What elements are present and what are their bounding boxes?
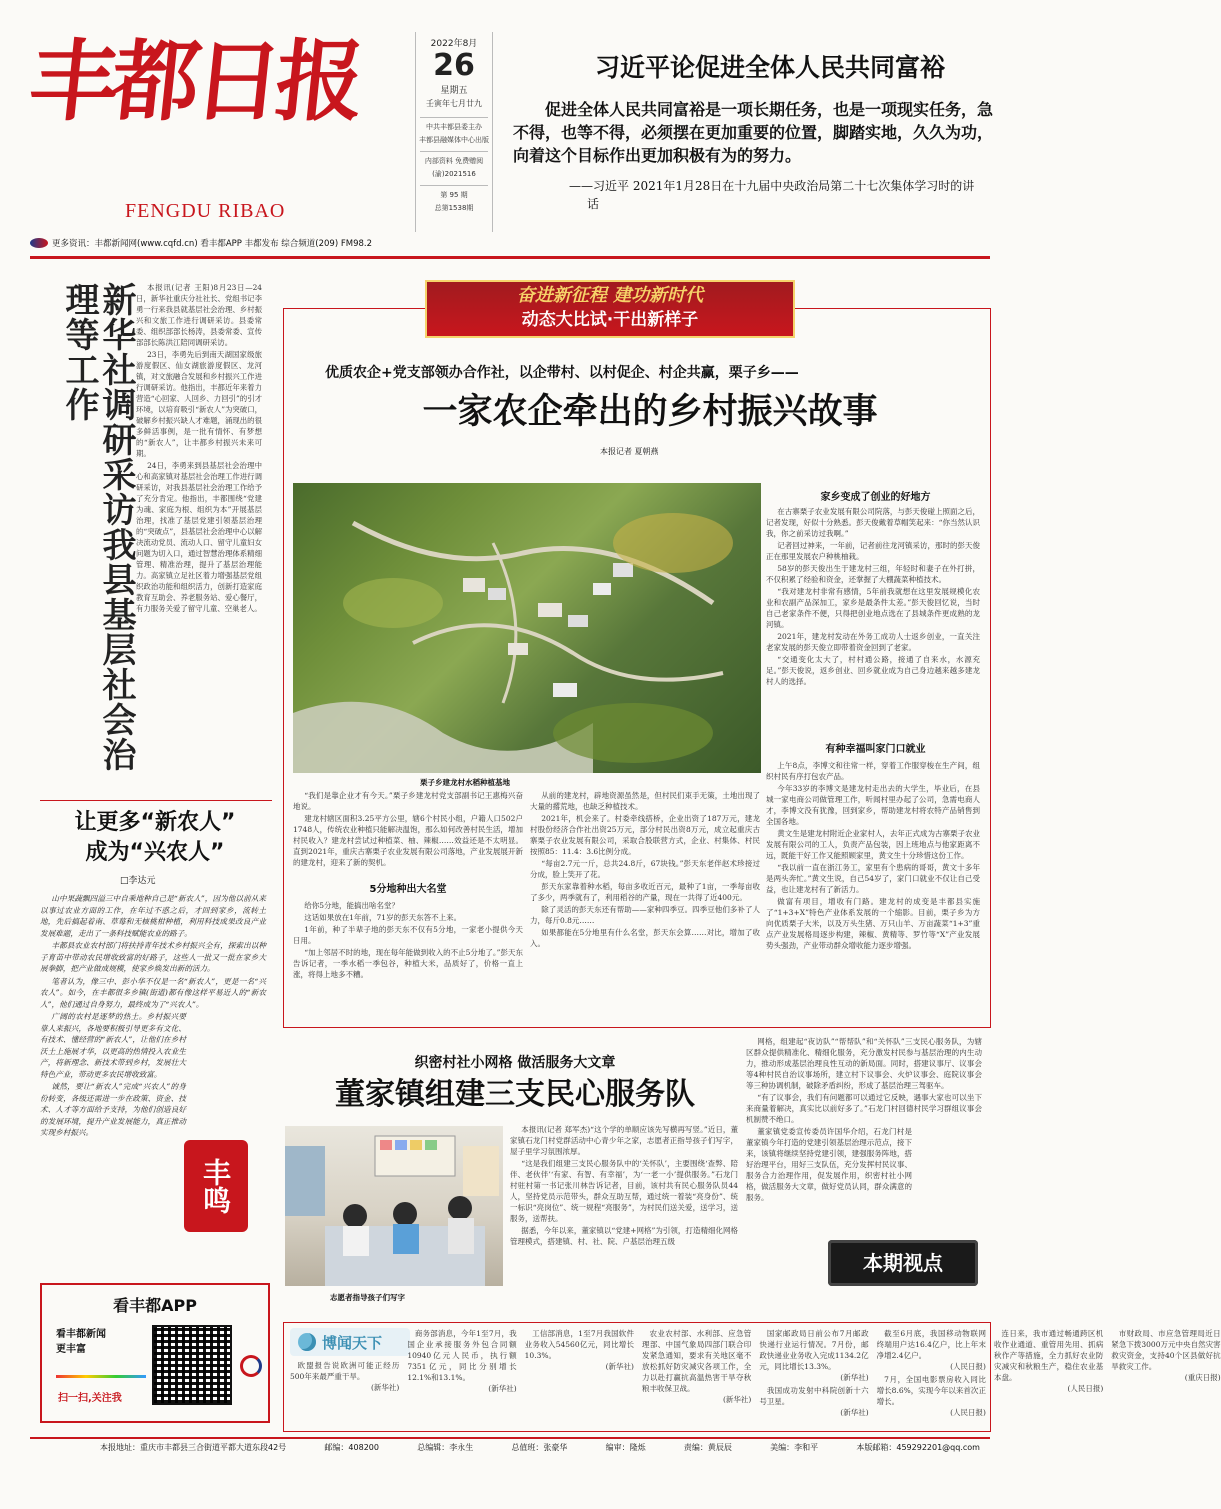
feature-paragraph: 58岁的彭天俊出生于建龙村三组，年轻时和妻子在外打拼，不仅积累了经验和资金，还掌握了大棚蔬菜种植技术。 (766, 564, 980, 584)
feature-paragraph: 2021年，机会来了。村委牵线搭桥，企业出资了187万元，建龙村股份经济合作社出资25万元，部分村民出资8万元，成立起重庆古寨栗子农业发展有限公司，采取合股联营方式，企业、村集体、村民按照85：11.4：3.6比例分成。 (530, 814, 760, 856)
second-col-1 (510, 1124, 738, 1314)
brief-item (759, 1385, 868, 1418)
app-gradient-bar (56, 1375, 146, 1378)
info-bar (30, 234, 420, 252)
quote-body: 促进全体人民共同富裕是一项长期任务，也是一项现实任务，急不得，也等不得，必须摆在更加重要的位置，脚踏实地，久久为功，向着这个目标作出更加积极有为的努力。 (513, 100, 994, 165)
publisher-line1: 中共丰都县委主办 (426, 123, 482, 131)
second-paragraph: “有了议事会，我们有问题都可以通过它反映，遇事大家也可以坐下来商量着解决，真实比以前好多了。”石龙门村回德村民学习群组议事会机制赞不绝口。 (746, 1093, 982, 1124)
feature-kicker: 优质农企+党支部领办合作社，以企带村、以村促企、村企共赢，栗子乡—— (325, 365, 799, 381)
feature-banner-line1: 奋进新征程 建功新时代 (516, 285, 704, 306)
brief-item (877, 1374, 986, 1418)
brief-item-text: 欧盟报告说欧洲可能正经历500年来最严重干旱。 (290, 1361, 400, 1381)
brief-title-spacer (290, 1328, 399, 1360)
second-photo-caption: 志愿者指导孩子们写字 (330, 1293, 405, 1302)
footer-editor: 编审：隆烁 (605, 1443, 646, 1452)
app-logo-icon (240, 1355, 262, 1377)
commentary-paragraph: 丰都县农业农村部门将扶持青年技术乡村振兴全有，探索出以种子育苗中带动农民增收致富的好路子，这些人一批又一批在家乡大展拳脚，把产业做成规模，使家乡焕发出新的活力。 (40, 941, 266, 973)
footer-email: 本版邮箱：459292201@qq.com (856, 1443, 980, 1452)
feature-subheading-3: 5分地种出大名堂 (369, 884, 447, 895)
feature-paragraph: 如果都能在5分地里有什么名堂，彭天东会算……对比，增加了收入。 (530, 928, 760, 948)
brief-item (1111, 1328, 1220, 1383)
brief-item (994, 1328, 1103, 1394)
left-divider (40, 800, 272, 801)
commentary-title-line1: 让更多“新农人” (74, 810, 236, 835)
feature-paragraph: 给你5分地，能搞出啥名堂？ (304, 901, 400, 910)
brief-item-text: 市财政局、市应急管理局近日紧急下拨3000万元中央自然灾害救灾资金，支持40个区县做好抗旱救灾工作。 (1111, 1329, 1221, 1371)
feature-paragraph: “加上邻居不时的地，现在每年能做到收入的不止5分地了。”彭天东告诉记者，一季水稻一季包谷，种植大米，品质好了，价格一直上涨，将得上地多不糟。 (293, 948, 523, 979)
brief-item-text: 连日来，我市通过畅通跨区机收作业通道、重管用先用、抓病秋作产等措施，全力抓好农业防灾减灾和秋粮生产，稳住农业基本盘。 (993, 1329, 1104, 1382)
cqfd-logo-icon (30, 238, 48, 248)
total-issue-number: 总第1538期 (434, 204, 474, 212)
feature-photo-caption: 栗子乡建龙村水稻种植基地 (420, 778, 510, 787)
commentary-title-line2: 成为“兴农人” (85, 840, 225, 865)
feature-paragraph: 做富有项目，增收有门路。建龙村的成变是丰都县实施了“1+3+X”特色产业体系发展的一个缩影。目前，栗子乡为方向优质栗子大米，以及万头生猪、万只山羊、万亩蔬菜“1+3”重点产业发展格局逐步构建，辣椒、黄精等、罗竹等“X”产业发展势头强劲，产业带动群众增收能力逐步增强。 (766, 897, 980, 950)
feature-mid-col-3 (530, 790, 760, 1020)
brief-item (525, 1328, 634, 1372)
second-paragraph: 本报讯(记者 郑军杰)“这个学的单顺应该先写横再写竖。”近日，董家镇石龙门村党群活动中心青少年之家，志愿者正指导孩子们写字，屋子里学习氛围浓厚。 (510, 1125, 738, 1156)
registration-code: (渝)2021516 (432, 170, 476, 178)
feature-paragraph: “我对建龙村非常有感情，5年前我就想在这里发展规模化农业和农副产品深加工，家乡是最条件太差。”彭天俊回忆说，当时自己老家条件不便，只得把创业地点选在了县城条件更成熟的龙河镇。 (766, 587, 980, 629)
masthead-divider (30, 256, 990, 259)
feature-right-col-1 (766, 506, 980, 732)
footer-chief: 总编辑：李永生 (417, 1443, 474, 1452)
feature-paragraph: “我以前一直在浙江务工，家里有个患病的哥哥，黄文十多年是两头奔忙。”黄文生说，自己54岁了，家门口就业不仅让自己受益，也让建龙村有了新活力。 (766, 863, 980, 894)
feature-paragraph: “每亩2.7元一斤，总共24.8斤，67块钱。”彭天东老伴赵术珍接过分成，脸上笑开了花。 (530, 859, 760, 879)
footer-zip: 邮编：408200 (324, 1443, 379, 1452)
brief-item-text: 国家邮政局日前公布7月邮政快递行业运行情况。7月份，邮政快递业业务收入完成1134.2亿元，同比增长13.3%。 (759, 1329, 869, 1371)
date-panel (415, 32, 493, 232)
commentary-paragraph: 山中果蔬飘四溢三中自乘地种自己是“新农人”，因为他以前从来以事过农业方面的工作，在年过不惑之后，才回到家乡，流转土地，先后搞起着南、草莓和无核桃柑种植，利用科技成果改良产业发展难题，走出了一条科技赋能农业的路子。 (40, 894, 266, 938)
date-weekday: 星期五 (440, 86, 468, 96)
second-paragraph: 董家镇党委宣传委员许国华介绍，石龙门村是董家镇今年打造的党建引领基层治理示范点，接下来，该镇将继续坚持党建引领，建强服务阵地，搭好治理平台，用好三支队伍，充分发挥村民议事、服务合力治理作用，促发展作用，织密村社小网格，做活服务大文章，做好党员认同，群众满意的服务。 (746, 1127, 912, 1202)
second-headline: 董家镇组建三支民心服务队 (335, 1077, 695, 1112)
commentary-author: □李达元 (120, 876, 156, 886)
left-story-paragraph: 本报讯(记者 王阳)8月23日—24日，新华社重庆分社社长、党组书记李勇一行来我县就基层社会治理、乡村振兴和文旅工作进行调研采访。县委常委、组织部部长杨涛，县委常委、宣传部部长陈洪江陪同调研采访。 (136, 283, 262, 347)
feature-banner (425, 280, 795, 338)
classroom-image (285, 1126, 503, 1286)
feature-paragraph: “我们是靠企业才有今天。”栗子乡建龙村党支部副书记王惠梅兴奋地说。 (293, 791, 523, 811)
brief-item (290, 1360, 399, 1393)
internal-label: 内部资料 免费赠阅 (424, 157, 484, 165)
app-box (40, 1283, 270, 1423)
feature-subheading-2: 有种幸福叫家门口就业 (825, 744, 926, 755)
viewpoint-badge (828, 1240, 978, 1286)
feature-photo (293, 483, 761, 773)
quote-headline: 习近平论促进全体人民共同富裕 (594, 53, 945, 82)
commentary-paragraph: 笔者认为，像三中、彭小华不仅是一名“新农人”，更是一名“兴农人”。如今，在丰都很多乡镇(街道)都有像这样平易近人的“新农人”，他们通过自身努力，最终成为了“兴农人”。 (40, 976, 266, 1009)
brief-item-source: (重庆日报) (1184, 1373, 1221, 1382)
newspaper-pinyin: FENGDU RIBAO (125, 200, 286, 222)
feature-paragraph: 今年33岁的李博文是建龙村走出去的大学生，毕业后，在县城一家电商公司做管理工作，听闻村里办起了公司，急需电商人才，李博文没有犹豫，回到家乡，帮助建龙村将农特产品销售到全国各地。 (766, 784, 980, 826)
feature-paragraph: 2021年，建龙村发动在外务工成功人士返乡创业，一直关注老家发展的彭天俊立即带着资金回到了老家。 (766, 632, 980, 652)
feature-paragraph: 记者回过神来，一年前，记者前往龙河镇采访，那时的彭天俊正在那里发展农户种桃柚栽。 (766, 541, 980, 561)
brief-item-text: 工信部消息，1至7月我国软件业务收入54560亿元，同比增长10.3%。 (524, 1329, 634, 1360)
app-box-title: 看丰都APP (113, 1296, 197, 1315)
second-photo (285, 1126, 503, 1286)
feature-headline: 一家农企牵出的乡村振兴故事 (422, 392, 878, 432)
feature-paragraph: 在古寨栗子农业发展有限公司院落，与彭天俊碰上照面之后，记者发现，好似十分熟悉。彭天俊戴着草帽笑起来：“你当然认识我，你之前采访过我啊。” (766, 507, 980, 538)
footer-designer: 美编：李和平 (770, 1443, 819, 1452)
brief-item-source: (新华社) (722, 1395, 752, 1404)
issue-number: 第 95 期 (440, 191, 468, 199)
village-aerial-image (293, 483, 761, 773)
brief-list (290, 1328, 1221, 1428)
brief-item-text: 农业农村部、水利部、应急管理部、中国气象局四部门联合印发紧急通知，要求有关地区毫不放松抓好防灾减灾各项工作，全力以赴打赢抗高温热害干旱夺秋粮丰收保卫战。 (641, 1329, 752, 1393)
date-day: 26 (433, 48, 475, 83)
left-story-title: 新华社调研采访我县基层社会治理等工作 (59, 282, 136, 772)
second-paragraph: 网格，组建起“夜访队”“帮帮队”和“关怀队”三支民心服务队，为辖区群众提供精准化、精细化服务，充分激发村民参与基层治理的内生动力，推动形成基层治理良性互动的新局面。同时，搭建议事厅、议事会等4种村民自治议事场所，建立村下议事会、火炉议事会、庭院议事会等三种协调机制，破除矛盾纠纷，形成了基层治理三驾驱车。 (746, 1037, 982, 1090)
left-story-paragraph: 23日，李勇先后到南天湖国家级旅游度假区、仙女湖旅游度假区、龙河镇，对文旅融合发展和乡村振兴工作进行调研采访。他指出，丰都近年来着力营造“心回家、人回乡、力回引”的引才环境，以培育吸引“新农人”为突破口，破解乡村振兴缺人才难题，涌现出的很多鲜活事例，是一批有情怀、有梦想的“新农人”，让丰都乡村振兴未来可期。 (136, 350, 262, 458)
feature-paragraph: 上午8点，李博文和往常一样，穿着工作服穿梭在生产间，组织村民有序打包农产品。 (766, 761, 980, 781)
commentary-paragraph: 广阔的农村是逐梦的热土。乡村振兴要靠人来振兴，各地要积极引导更多有文化、有技术、懂经营的“新农人”，让他们在乡村沃土上施展才华，以更高的热情投入农业生产，将新理念、新技术带到乡村，发展壮大特色产业，带动更多农民增收致富。 (40, 1012, 186, 1079)
date-year-month: 2022年8月 (430, 39, 478, 49)
feature-byline: 本报记者 夏朝燕 (600, 447, 659, 456)
brief-item-source: (人民日报) (1067, 1384, 1104, 1393)
feature-subheading-1: 家乡变成了创业的好地方 (820, 492, 931, 503)
brief-item (877, 1328, 986, 1372)
stamp-text: 丰鸣 (199, 1158, 232, 1214)
footer-divider (30, 1437, 990, 1439)
feature-paragraph: 这话如果放在1年前，71岁的彭天东答不上来。 (304, 913, 462, 922)
quote-source: ——习近平 2021年1月28日在十九届中央政治局第二十七次集体学习时的讲话 (569, 179, 975, 211)
brief-item-source: (新华社) (840, 1408, 869, 1417)
left-story-body (136, 282, 262, 794)
publisher-line2: 丰都县融媒体中心出版 (419, 136, 489, 144)
left-story-paragraph: 24日，李勇来到县基层社会治理中心和高家镇对基层社会治理工作进行调研采访，对我县基层社会治理工作给予了充分肯定。他指出，丰都围绕“党建为魂、家庭为根、组织为本”开展基层治理，找准了基层党建引领基层治理的“突破点”，县基层社会治理中心以解决流动党员、流动人口、留守儿童妇女问题为切入口，通过智慧治理体系精细管理、精准治理，提升了基层治理能力。高家镇立足社区着力增强基层党组织政治功能和组织活力，创新打造家庭教育互助会、养老服务站、爱心餐厅，有力服务关爱了留守儿童、空巢老人。 (136, 461, 262, 613)
fengming-stamp (184, 1140, 248, 1232)
feature-right-col-2 (766, 760, 980, 1022)
feature-paragraph: 从前的建龙村，辟地资源虽然是，但村民们束手无策，土地出现了大量的撂荒地，也缺乏种植技术。 (530, 791, 760, 811)
footer-supervisor: 总值班：张豪华 (511, 1443, 568, 1452)
feature-paragraph: 彭天东家靠着种水稻，每亩多收近百元，最种了1亩，一季每亩收了多少，两季就有了，利用稻谷的产量，现在一共得了近400元。 (530, 882, 760, 902)
commentary-title (50, 808, 260, 868)
feature-paragraph: 除了灵活的彭天东还有帮助——家种四季豆。四季豆他们多补了人力，每斤0.8元…… (530, 905, 760, 925)
feature-paragraph: “交通变化太大了，村村通公路，接通了自来水，水源充足。”彭天俊说，返乡创业、回乡就业成为自己身边越来越多建龙村人的选择。 (766, 655, 980, 686)
brief-item (759, 1328, 868, 1383)
brief-item-source: (新华社) (488, 1384, 517, 1393)
feature-paragraph: 1年前，种了半辈子地的彭天东不仅有5分地，一家老小提供今天日用。 (293, 925, 523, 945)
quote-box (505, 48, 995, 228)
app-line1: 看丰都新闻 (56, 1329, 106, 1340)
app-line2: 更丰富 (56, 1344, 86, 1355)
brief-item (642, 1328, 751, 1405)
brief-title: 博闻天下 (322, 1333, 383, 1352)
footer-reviewer: 责编：黄辰辰 (683, 1443, 732, 1452)
feature-paragraph: 建龙村辖区面积3.25平方公里，辖6个村民小组，户籍人口502户1748人，传统农业种植只能解决温饱，那么如何改善村民生活，增加村民收入？建龙村尝试过种植菜、柚、辣椒……效益还是不太明显。直到2021年，重庆古寨栗子农业发展有限公司落地，产业发展展开新的建龙村，迎来了新的契机。 (293, 814, 523, 867)
feature-paragraph: 黄文生是建龙村附近企业家村人，去年正式成为古寨栗子农业发展有限公司的工人，负责产品包装，因上班地点与他家距离不远，既能干好工作又能照顾家里，黄文生十分珍惜这份工作。 (766, 829, 980, 860)
brief-item-text: 我国成功发射中科院创新十六号卫星。 (759, 1386, 869, 1406)
newspaper-title: 丰都日报 (24, 30, 364, 133)
qr-code-icon[interactable] (152, 1325, 232, 1405)
app-cta[interactable]: 扫一扫,关注我 (58, 1393, 122, 1404)
masthead (24, 18, 420, 233)
date-lunar: 壬寅年七月廿九 (426, 99, 482, 108)
feature-mid-col-2 (293, 900, 523, 1020)
second-paragraph: “这是我们组建三支民心服务队中的‘关怀队’，主要围绕‘查弊、陪伴、老伙伴’‘有家、有智、有幸福’，为‘一老一小’提供服务。”石龙门村驻村第一书记张川林告诉记者，目前，该村共有民心服务队员44人，坚持党员示范带头，群众互助互帮，通过统一着装“亮身份”、统一标识“亮岗位”、统一规程“亮服务”，为村民们送关爱，送学习，送服务，送帮扶。 (510, 1159, 738, 1223)
brief-item-source: (人民日报) (950, 1362, 986, 1371)
brief-item-text: 截至6月底，我国移动物联网终端用户达16.4亿户，比上年末净增2.4亿户。 (876, 1329, 986, 1360)
second-kicker: 织密村社小网格 做活服务大文章 (414, 1055, 616, 1071)
info-bar-text: 更多资讯：丰都新闻网(www.cqfd.cn) 看丰都APP 丰都发布 综合频道(209) FM98.2 (52, 239, 373, 249)
brief-item-source: (新华社) (370, 1383, 400, 1392)
commentary-paragraph: 诚然，要让“新农人”完成“兴农人”的身份转变，各级还需进一步在政策、资金、技术、人才等方面给予支持，为他们创造良好的发展环境，提升产业发展能力，真正推动实现乡村振兴。 (40, 1082, 186, 1137)
brief-item (407, 1328, 516, 1394)
brief-item-source: (新华社) (605, 1362, 634, 1371)
brief-item-source: (新华社) (840, 1373, 869, 1382)
brief-item-text: 商务部消息，今年1至7月，我国企业承接服务外包合同额10940亿元人民币，执行额7351亿元，同比分别增长12.1%和13.1%。 (407, 1329, 517, 1382)
footer (100, 1442, 980, 1453)
viewpoint-badge-text: 本期视点 (863, 1251, 943, 1275)
brief-item-source: (人民日报) (950, 1408, 986, 1417)
second-paragraph: 据悉，今年以来，董家镇以“党建+网格”为引领，打造精细化网格管理模式，搭建镇、村、社、院、户基层治理五级 (510, 1226, 738, 1246)
brief-item-text: 7月，全国电影票房收入同比增长8.6%，实现今年以来首次正增长。 (876, 1375, 986, 1406)
feature-banner-line2: 动态大比试·干出新样子 (521, 310, 699, 330)
footer-address: 本报地址：重庆市丰都县三合街道平都大道东段42号 (100, 1443, 287, 1452)
